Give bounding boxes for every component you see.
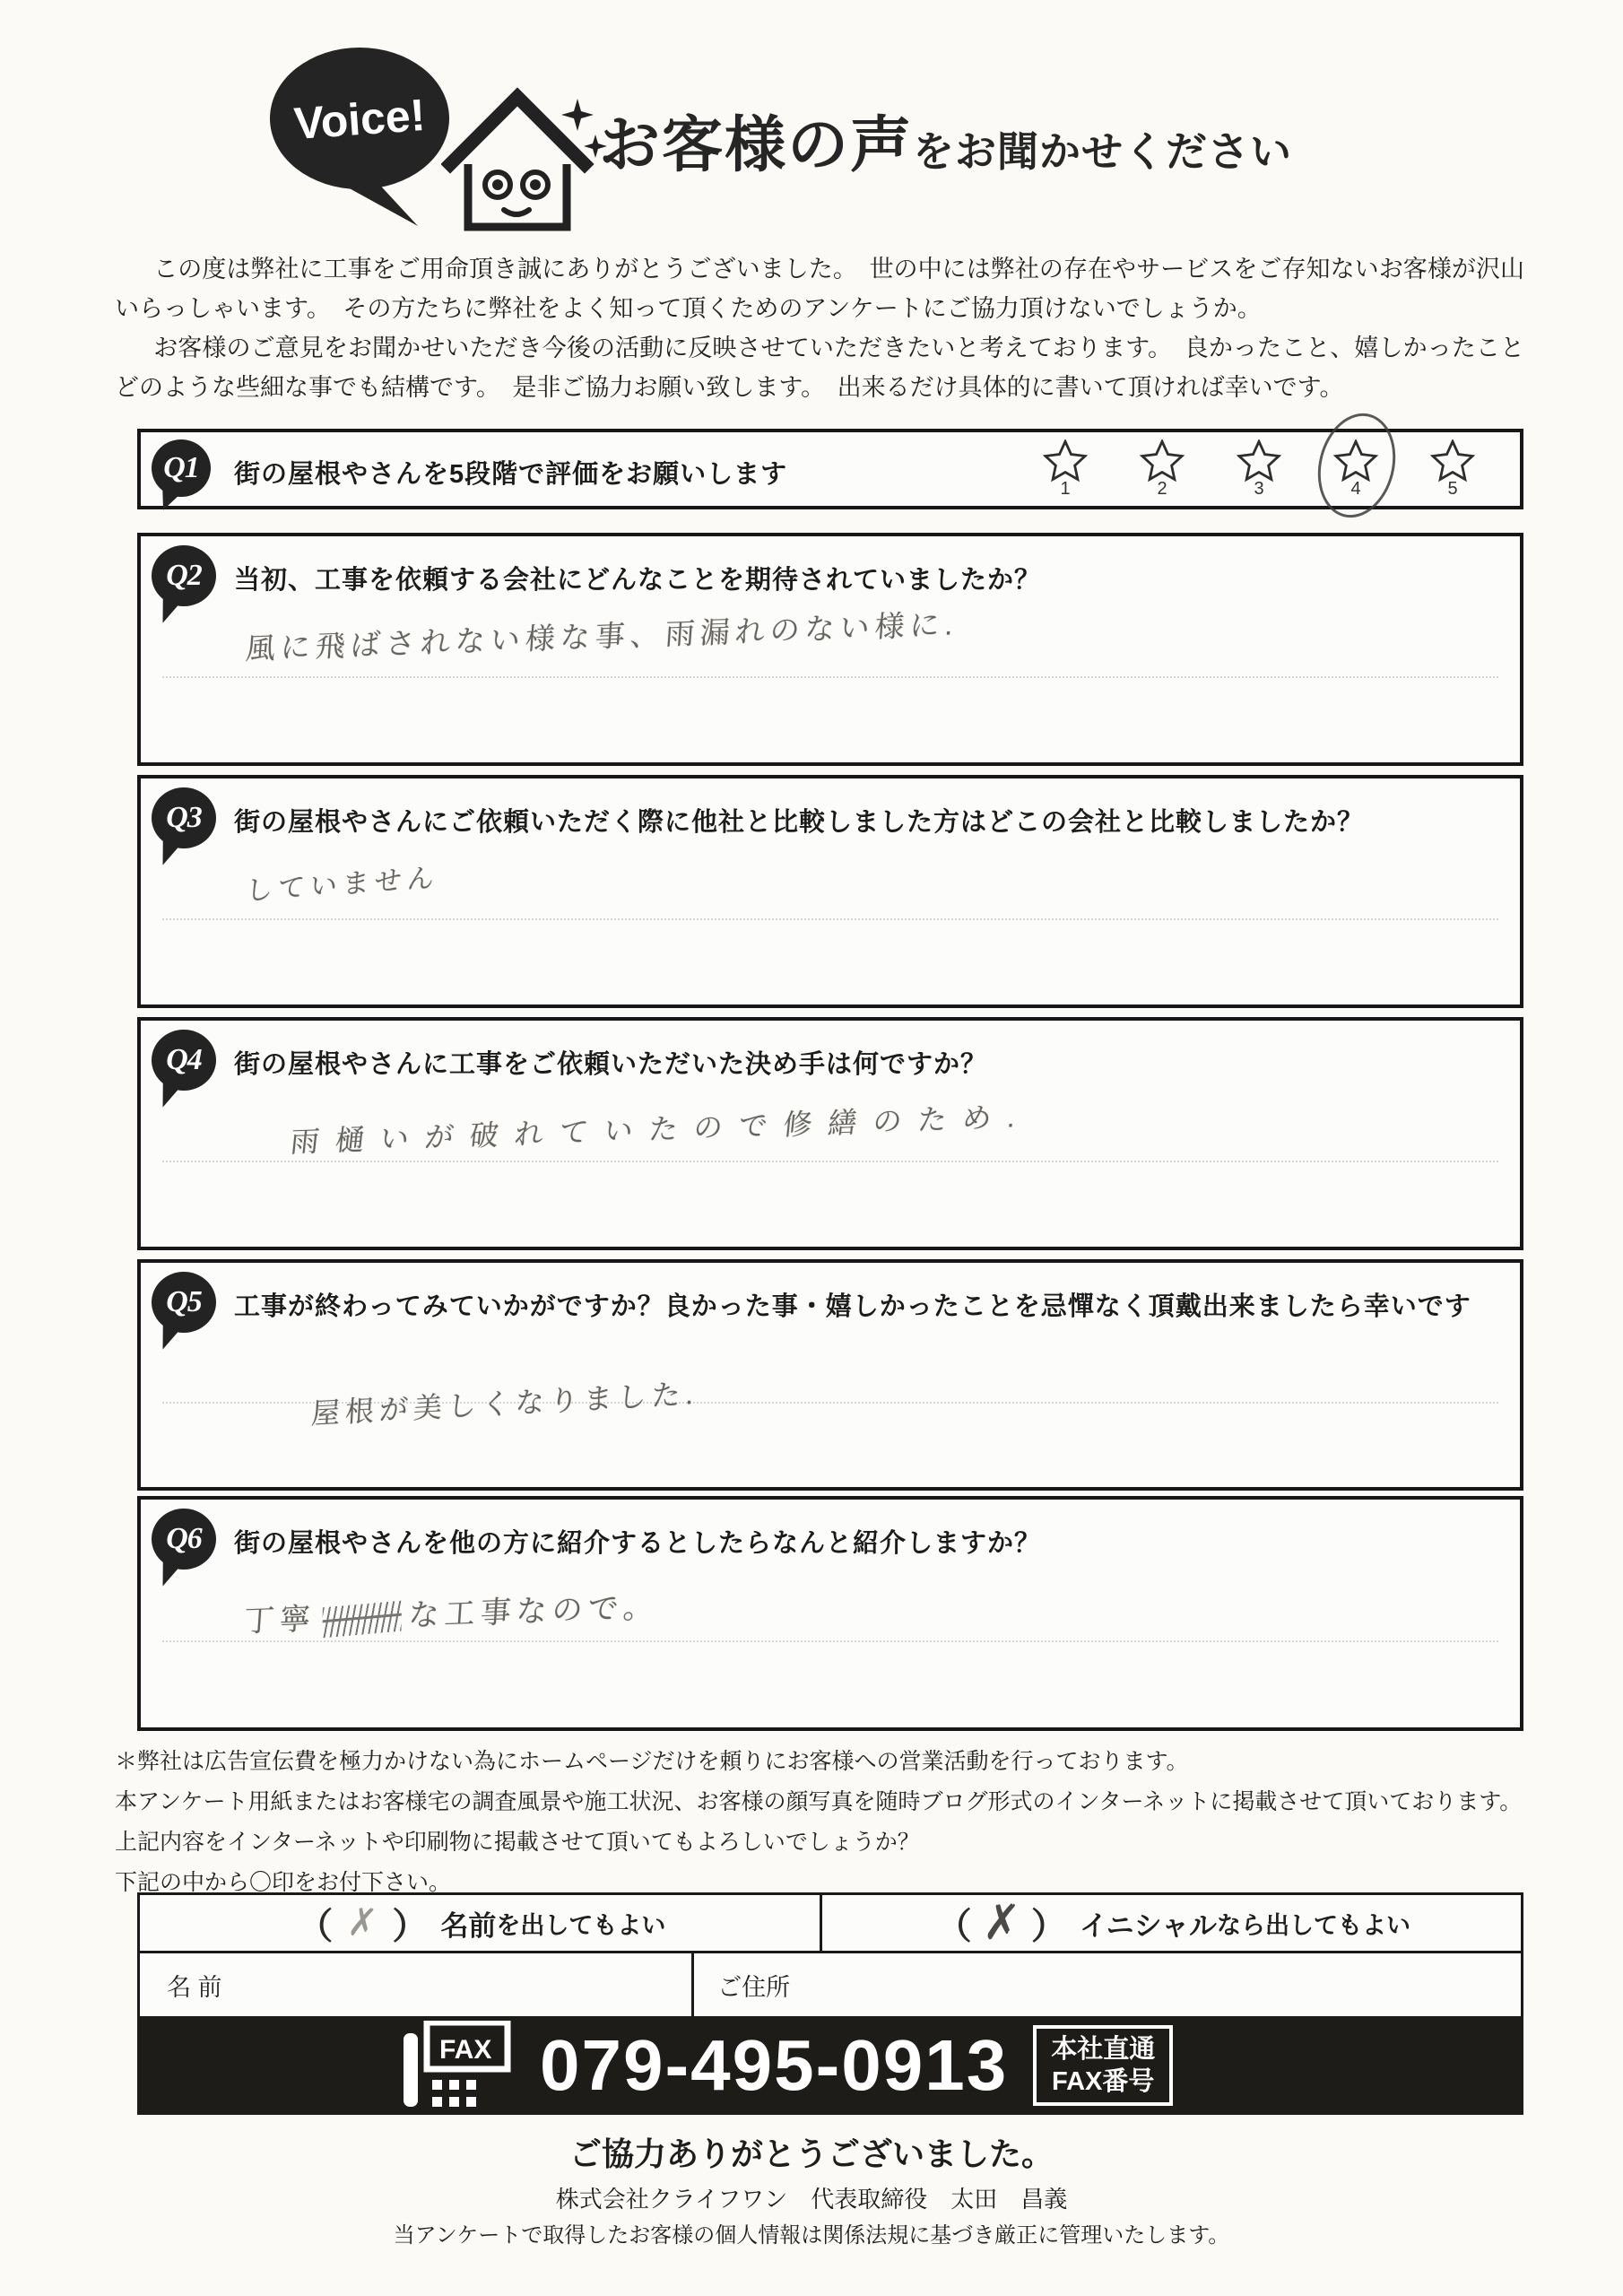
house-mascot-icon: [441, 79, 616, 236]
question-box-q2: [137, 533, 1523, 766]
q6-answer-after: な工事なので。: [407, 1589, 661, 1633]
star-4-number: 4: [1350, 479, 1361, 499]
consent-options-row: [140, 1892, 1521, 1953]
fax-direct-line1: 本社直通: [1051, 2034, 1156, 2064]
q4-handwritten-answer: 雨樋いが破れていたので修繕のため.: [289, 1100, 1034, 1159]
q5-handwritten-answer: 屋根が美しくなりました.: [310, 1377, 700, 1431]
company-signature: 株式会社クライフワン 代表取締役 太田 昌義: [555, 2186, 1068, 2213]
intro-paragraph-1: この度は弊社に工事をご用命頂き誠にありがとうございました。 世の中には弊社の存在やサービスをご存知ないお客様が沢山いらっしゃいます。 その方たちに弊社をよく知って頂くためのアンケートにご協力頂けないでしょうか。: [115, 256, 1524, 322]
consent-contact-table: [137, 1892, 1523, 2019]
consent-option-initial: [822, 1892, 1521, 1952]
star-3-number: 3: [1254, 479, 1264, 499]
handwritten-x-mark: ✗: [981, 1892, 1021, 1952]
consent-name-strong: 名前: [440, 1909, 497, 1942]
publication-notes: [115, 1742, 1522, 1903]
sparkle-icon: [561, 99, 594, 131]
page-title-suffix: をお聞かせください: [913, 128, 1293, 175]
star-outline-icon: [1429, 439, 1476, 484]
paren-open: （: [297, 1906, 334, 1946]
question-box-q4: [137, 1017, 1523, 1250]
page-title-main: お客様の声: [599, 111, 914, 179]
q3-label: Q3: [166, 801, 202, 834]
consent-name-rest: を出してもよい: [496, 1911, 666, 1939]
consent-initial-strong: イニシャル: [1079, 1909, 1217, 1942]
q6-question-text: 街の屋根やさんを他の方に紹介するとしたらなんと紹介しますか？: [234, 1529, 1042, 1558]
q1-label: Q1: [163, 451, 199, 484]
fax-banner: [137, 2016, 1523, 2115]
question-box-q3: [137, 775, 1523, 1008]
q5-bubble-icon: [152, 1272, 216, 1333]
paren-close: ）: [392, 1906, 429, 1946]
star-outline-icon: [1139, 439, 1185, 484]
privacy-notice: 当アンケートで取得したお客様の個人情報は関係法規に基づき厳正に管理いたします。: [393, 2223, 1230, 2248]
q4-bubble-icon: [152, 1030, 216, 1091]
rating-stars: [1039, 439, 1479, 500]
q3-question-text: 街の屋根やさんにご依頼いただく際に他社と比較しました方はどこの会社と比較しましたか？: [234, 808, 1365, 837]
note-line-2: 本アンケート用紙またはお客様宅の調査風景や施工状況、お客様の顔写真を随時ブログ形式のインターネットに掲載させて頂いております。: [115, 1789, 1523, 1814]
note-line-3: 上記内容をインターネットや印刷物に掲載させて頂いてもよろしいでしょうか？: [115, 1830, 920, 1855]
name-field: [140, 1953, 694, 2016]
paren-open: （: [935, 1906, 972, 1946]
question-box-q1: [137, 429, 1523, 509]
star-5-number: 5: [1447, 479, 1458, 499]
star-3: [1233, 439, 1285, 500]
fax-direct-line2: FAX番号: [1052, 2067, 1155, 2096]
q4-question-text: 街の屋根やさんに工事をご依頼いただいた決め手は何ですか？: [234, 1050, 988, 1079]
question-box-q6: [137, 1496, 1523, 1731]
q2-handwritten-answer: 風に飛ばされない様な事、雨漏れのない様に.: [244, 607, 960, 665]
address-field: [694, 1953, 1521, 2016]
logo-bubble-text: Voice!: [292, 89, 428, 150]
star-2-number: 2: [1157, 479, 1167, 499]
address-field-label: ご住所: [717, 1973, 791, 2001]
name-field-label: 名 前: [167, 1973, 222, 2001]
note-line-1: ＊弊社は広告宣伝費を極力かけない為にホームページだけを頼りにお客様への営業活動を行っております。: [115, 1749, 1189, 1774]
q6-answer-before: 丁寧: [242, 1602, 317, 1639]
star-5: [1427, 439, 1479, 500]
note-line-4: 下記の中から〇印をお付下さい。: [115, 1870, 452, 1895]
question-box-q5: [137, 1259, 1523, 1491]
q6-label: Q6: [166, 1522, 202, 1555]
q3-handwritten-answer: していません: [245, 863, 440, 907]
star-outline-icon: [1236, 439, 1282, 484]
q2-bubble-icon: [152, 545, 216, 606]
q1-bubble-icon: [152, 439, 211, 497]
intro-paragraph-2: お客様のご意見をお聞かせいただき今後の活動に反映させていただきたいと考えております。 良かったこと、嬉しかったことどのような些細な事でも結構です。 是非ご協力お願い致します。 出来るだけ具体的に書いて頂ければ幸いです。: [115, 335, 1524, 401]
intro-text: [115, 249, 1524, 407]
fax-direct-box: [1033, 2025, 1173, 2107]
contact-row: [140, 1953, 1521, 2016]
q5-label: Q5: [166, 1285, 202, 1318]
q1-question-text: 街の屋根やさんを5段階で評価をお願いします: [234, 460, 788, 489]
page-title: [599, 97, 1292, 184]
hand-drawn-circle-icon: [1307, 405, 1406, 526]
thanks-message: ご協力ありがとうございました。: [568, 2135, 1054, 2172]
consent-initial-rest: なら出してもよい: [1216, 1911, 1410, 1939]
handwritten-x-mark: ✗: [345, 1897, 379, 1947]
q2-question-text: 当初、工事を依頼する会社にどんなことを期待されていましたか？: [234, 566, 1042, 595]
star-4-selected: [1330, 439, 1382, 500]
q5-question-text: 工事が終わってみていかがですか？良かった事・嬉しかったことを忌憚なく頂戴出来ましたら幸いです: [234, 1292, 1471, 1321]
q6-handwritten-answer: [242, 1582, 660, 1640]
paren-close: ）: [1030, 1906, 1067, 1946]
q2-label: Q2: [166, 559, 202, 592]
consent-option-name: [140, 1895, 822, 1951]
fax-number: 079-495-0913: [540, 2025, 1009, 2105]
star-1: [1039, 439, 1091, 500]
fax-machine-icon: [402, 2021, 515, 2110]
q6-bubble-icon: [152, 1509, 216, 1570]
star-1-number: 1: [1060, 479, 1071, 499]
scribbled-out-word: [322, 1601, 402, 1639]
star-2: [1136, 439, 1188, 500]
q3-bubble-icon: [152, 787, 216, 848]
q4-label: Q4: [166, 1043, 202, 1076]
star-outline-icon: [1042, 439, 1089, 484]
speech-bubble-icon: [267, 45, 460, 229]
fax-icon-label: FAX: [439, 2035, 492, 2065]
